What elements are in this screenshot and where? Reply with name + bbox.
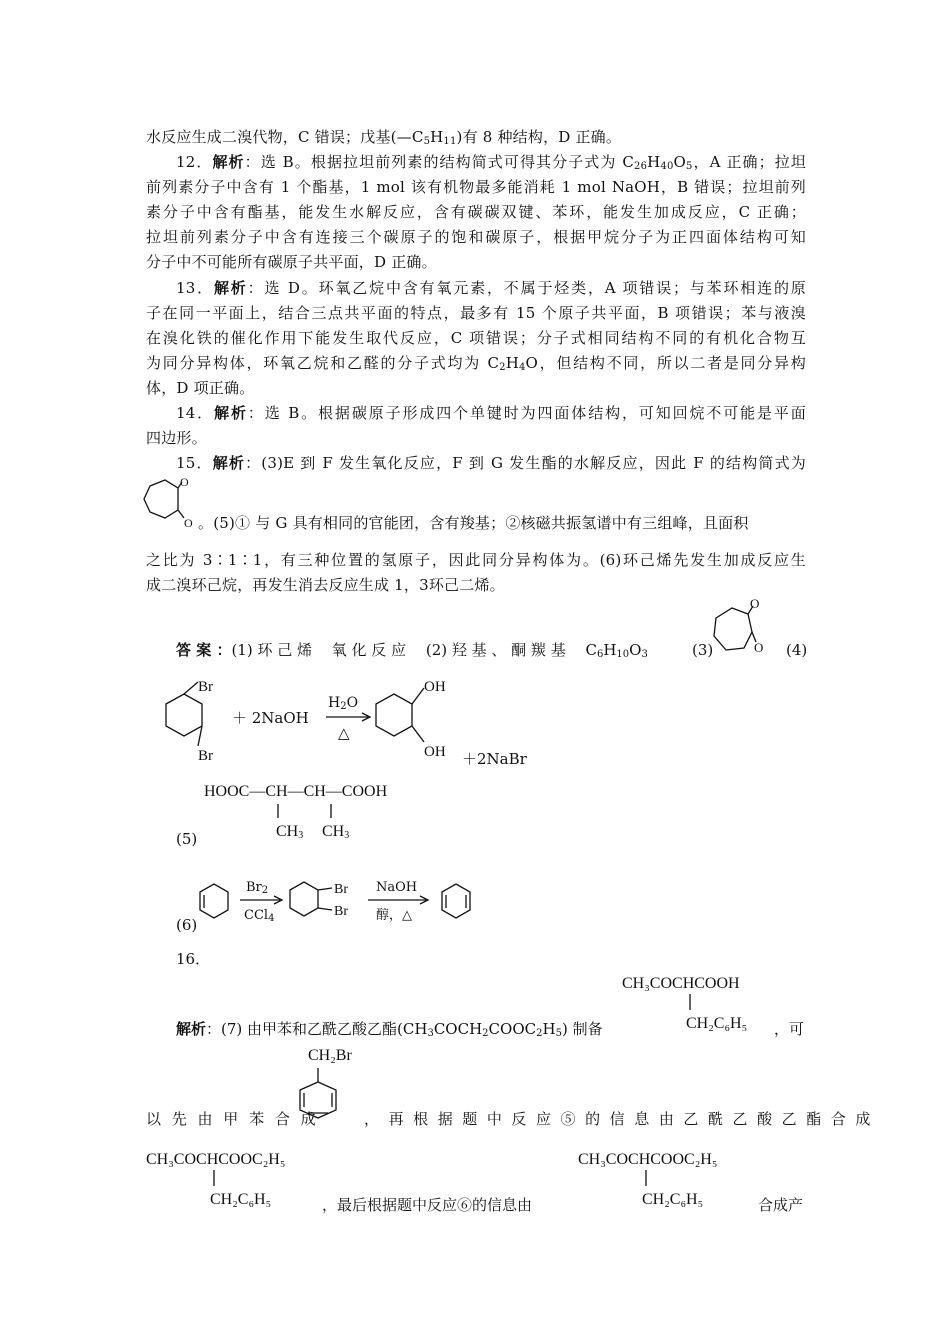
q16-line-1-tail: ，可 xyxy=(774,1020,805,1038)
q13-line-3: 在溴化铁的催化作用下能发生取代反应，C 项错误；分子式相同结构不同的有机化合物互 xyxy=(146,329,806,347)
q15-line-1: 15．解析：(3)E 到 F 发生氧化反应，F 到 G 发生酯的水解反应，因此 F 的结构简式为 xyxy=(176,454,807,472)
q14-line-1: 14．解析：选 B。根据碳原子形成四个单键时为四面体结构，可知回烷不可能是平面 xyxy=(176,404,807,422)
dibromo-cyclohexane-2 xyxy=(286,874,366,930)
lactone-structure-answer xyxy=(708,596,778,666)
answer-label: 答 案 ： xyxy=(176,641,232,659)
q15-line-2: 。(5)① 与 G 具有相同的官能团，含有羧基；②核磁共振氢谱中有三组峰，且面积 xyxy=(198,514,749,532)
answer-line: 答 案 ：(1) 环 己 烯 氧 化 反 应 (2) 羟 基 、 酮 羰 基 $C_6H_{10}O_3$ xyxy=(176,641,648,660)
sub-formula: CH₂C₆H₅ xyxy=(686,1015,748,1032)
q13-line-4: 为同分异构体，环氧乙烷和乙醛的分子式均为 $C_2H_4O$，但结构不同，所以二者是同分异构 xyxy=(146,354,806,373)
ch3-right: $CH_3$ xyxy=(322,823,350,841)
alcohol-heat-condition: 醇，△ xyxy=(376,908,412,923)
q12-line-1: 12．解析：选 B。根据拉坦前列素的结构简式可得其分子式为 $C_{26}H_{40}O_5$，A 正确；拉坦 xyxy=(176,153,807,172)
heat-condition: △ xyxy=(338,724,350,742)
cyclohexadiene xyxy=(436,880,480,930)
svg-text:O: O xyxy=(180,475,189,489)
q16-line-1: 解析：(7) 由甲苯和乙酰乙酸乙酯$(CH_3COCH_2COOC_2H_5)$ 制备 xyxy=(176,1020,603,1039)
analysis-label: 解析 xyxy=(176,1020,207,1038)
q16-line-2b: ， 再 根 据 题 中 反 应 ⑤ 的 信 息 由 乙 酰 乙 酸 乙 酯 合 成 xyxy=(364,1110,873,1128)
reaction-arrow-3 xyxy=(368,896,438,906)
reaction-arrow-2 xyxy=(240,896,292,906)
answer-6-label: (6) xyxy=(176,916,198,934)
sub-formula-left: CH₂C₆H₅ xyxy=(210,1191,272,1208)
q16-line-3b: 合成产 xyxy=(758,1196,804,1214)
svg-text:Br: Br xyxy=(198,679,213,695)
sub-formula-right: CH₂C₆H₅ xyxy=(642,1191,704,1208)
naoh-condition: NaOH xyxy=(376,880,418,895)
q15-line-4: 成二溴环己烷，再发生消去反应生成 1，3环己二烯。 xyxy=(146,576,505,594)
reaction-arrow-1 xyxy=(326,713,376,723)
answer-3-label: (3) xyxy=(692,641,714,659)
svg-text:OH: OH xyxy=(424,679,446,695)
hooc-formula: HOOC—CH—CH—COOH xyxy=(204,783,388,800)
svg-text:O: O xyxy=(754,640,764,655)
q16-line-3a: ，最后根据题中反应⑥的信息由 xyxy=(322,1196,533,1214)
ester-formula-right: CH₃COCHCOOC₂H₅ xyxy=(578,1151,718,1168)
reagent-naoh: ＋ 2NaOH xyxy=(232,709,309,727)
branch-bond xyxy=(686,994,696,1014)
ch3-left: $CH_3$ xyxy=(276,823,304,841)
h2o-condition: $H_2O$ xyxy=(328,695,359,712)
ester-formula-left: CH₃COCHCOOC₂H₅ xyxy=(146,1151,286,1168)
q13-line-2: 子在同一平面上，结合三点共平面的特点，最多有 15 个原子共平面，B 项错误；苯与液溴 xyxy=(146,304,806,322)
svg-text:O: O xyxy=(750,596,760,611)
analysis-label: 解析 xyxy=(212,454,246,472)
ccl4-condition: CCl$_4$ xyxy=(244,908,275,924)
q13-line-1: 13．解析：选 D。环氧乙烷中含有氧元素，不属于烃类，A 项错误；与苯环相连的原 xyxy=(176,279,806,297)
q12-line-4: 拉坦前列素分子中含有连接三个碳原子的饱和碳原子，根据甲烷分子为正四面体结构可知 xyxy=(146,228,806,246)
br2-condition: $Br_2$ xyxy=(246,880,269,896)
analysis-label: 解析 xyxy=(214,404,248,422)
answer-4-label: (4) xyxy=(786,641,808,659)
q12-line-5: 分子中不可能所有碳原子共平面，D 正确。 xyxy=(146,253,437,271)
svg-text:Br: Br xyxy=(198,748,213,764)
svg-text:Br: Br xyxy=(334,904,348,919)
q15-line-3: 之比为 3∶1∶1，有三种位置的氢原子，因此同分异构体为。(6)环己烯先发生加成反应生 xyxy=(146,551,806,569)
analysis-label: 解析 xyxy=(213,279,248,297)
cyclohexene xyxy=(194,880,238,930)
q14-line-2: 四边形。 xyxy=(146,429,207,447)
benzyl-formula: CH₂Br xyxy=(308,1047,352,1064)
svg-text:Br: Br xyxy=(334,882,348,897)
branch-bond-left xyxy=(210,1170,220,1190)
q16-number: 16． xyxy=(176,950,211,968)
svg-text:OH: OH xyxy=(424,744,446,760)
top-formula: CH₃COCHCOOH xyxy=(622,975,740,992)
dibromo-cyclohexane xyxy=(146,676,236,766)
product-nabr: ＋2NaBr xyxy=(462,750,527,768)
q12-line-2: 前列素分子中含有 1 个酯基，1 mol 该有机物最多能消耗 1 mol NaOH，B 错误；拉坦前列 xyxy=(146,178,806,196)
answer-5-label: (5) xyxy=(176,830,198,848)
q16-line-2a: 以 先 由 甲 苯 合 成 xyxy=(146,1110,319,1128)
analysis-label: 解析 xyxy=(212,153,245,171)
text-line: 水反应生成二溴代物，C 错误；戊基$(—C_5H_{11})$有 8 种结构，D 正确。 xyxy=(146,128,622,147)
q12-line-3: 素分子中含有酯基，能发生水解反应，含有碳碳双键、苯环，能发生加成反应，C 正确； xyxy=(146,203,806,221)
branch-bond-right xyxy=(642,1170,652,1190)
q13-line-5: 体，D 项正确。 xyxy=(146,379,255,397)
lactone-structure xyxy=(140,474,200,534)
svg-text:O: O xyxy=(184,516,193,530)
